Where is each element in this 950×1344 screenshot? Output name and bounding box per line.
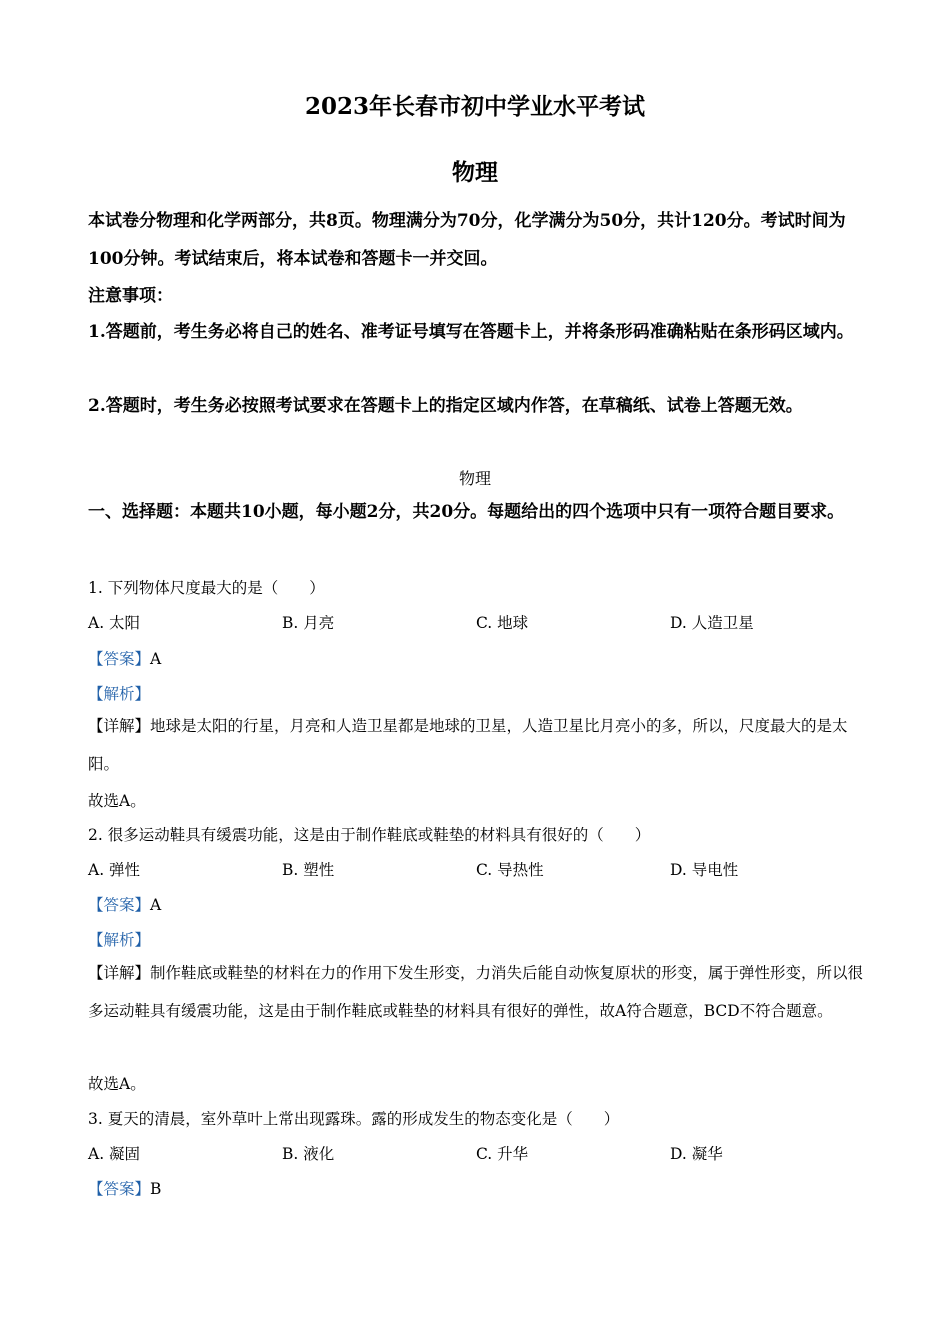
question-2-stem: 2. 很多运动鞋具有缓震功能，这是由于制作鞋底或鞋垫的材料具有很好的（ ） — [88, 826, 651, 844]
question-2-conclusion: 故选A。 — [88, 1075, 146, 1093]
answer-value: A — [150, 896, 162, 914]
detail-text: 地球是太阳的行星，月亮和人造卫星都是地球的卫星，人造卫星比月亮小的多，所以，尺度最大的是太阳。 — [88, 717, 848, 773]
question-1-answer — [88, 647, 868, 669]
answer-value: A — [150, 650, 162, 668]
exam-intro: 本试卷分物理和化学两部分，共8页。物理满分为70分，化学满分为50分，共计120分。考试时间为100分钟。考试结束后，将本试卷和答题卡一并交回。 — [88, 211, 846, 269]
question-1-option-c: C. 地球 — [476, 614, 529, 632]
notice-heading: 注意事项： — [88, 286, 173, 306]
question-1-stem: 1. 下列物体尺度最大的是（ ） — [88, 579, 325, 597]
answer-tag: 【答案】 — [88, 650, 151, 668]
question-2-analysis — [88, 928, 868, 950]
question-2-option-c: C. 导热性 — [476, 861, 544, 879]
detail-tag: 【详解】 — [88, 717, 151, 735]
answer-tag: 【答案】 — [88, 896, 151, 914]
notice-item-2: 2.答题时，考生务必按照考试要求在答题卡上的指定区域内作答，在草稿纸、试卷上答题无效。 — [88, 396, 803, 416]
question-3-option-d: D. 凝华 — [670, 1145, 723, 1163]
question-3-answer — [88, 1177, 868, 1199]
question-1-analysis — [88, 682, 868, 704]
question-3-option-c: C. 升华 — [476, 1145, 529, 1163]
notice-item-1: 1.答题前，考生务必将自己的姓名、准考证号填写在答题卡上，并将条形码准确粘贴在条形码区域内。 — [88, 322, 854, 342]
analysis-tag: 【解析】 — [88, 931, 151, 949]
section-subject-label: 物理 — [458, 469, 491, 488]
question-2-option-a: A. 弹性 — [88, 861, 141, 879]
detail-tag: 【详解】 — [88, 964, 151, 982]
question-2-detail — [88, 954, 868, 1030]
question-1-option-a: A. 太阳 — [88, 614, 141, 632]
question-3-stem: 3. 夏天的清晨，室外草叶上常出现露珠。露的形成发生的物态变化是（ ） — [88, 1110, 620, 1128]
exam-subject: 物理 — [452, 159, 498, 186]
question-1-conclusion: 故选A。 — [88, 792, 146, 810]
question-3-option-a: A. 凝固 — [88, 1145, 141, 1163]
detail-text: 制作鞋底或鞋垫的材料在力的作用下发生形变，力消失后能自动恢复原状的形变，属于弹性形变，所以很多运动鞋具有缓震功能，这是由于制作鞋底或鞋垫的材料具有很好的弹性，故A符合题意，BCD不符合题意。 — [88, 964, 864, 1020]
question-3-option-b: B. 液化 — [282, 1145, 335, 1163]
exam-title: 2023年长春市初中学业水平考试 — [304, 93, 645, 120]
question-1-option-b: B. 月亮 — [282, 614, 335, 632]
answer-tag: 【答案】 — [88, 1180, 151, 1198]
answer-value: B — [150, 1180, 162, 1198]
question-2-option-d: D. 导电性 — [670, 861, 739, 879]
section-heading: 一、选择题：本题共10小题，每小题2分，共20分。每题给出的四个选项中只有一项符合题目要求。 — [88, 502, 845, 522]
analysis-tag: 【解析】 — [88, 685, 151, 703]
question-2-answer — [88, 893, 868, 915]
question-2-option-b: B. 塑性 — [282, 861, 335, 879]
question-1-option-d: D. 人造卫星 — [670, 614, 754, 632]
question-1-detail — [88, 707, 868, 783]
